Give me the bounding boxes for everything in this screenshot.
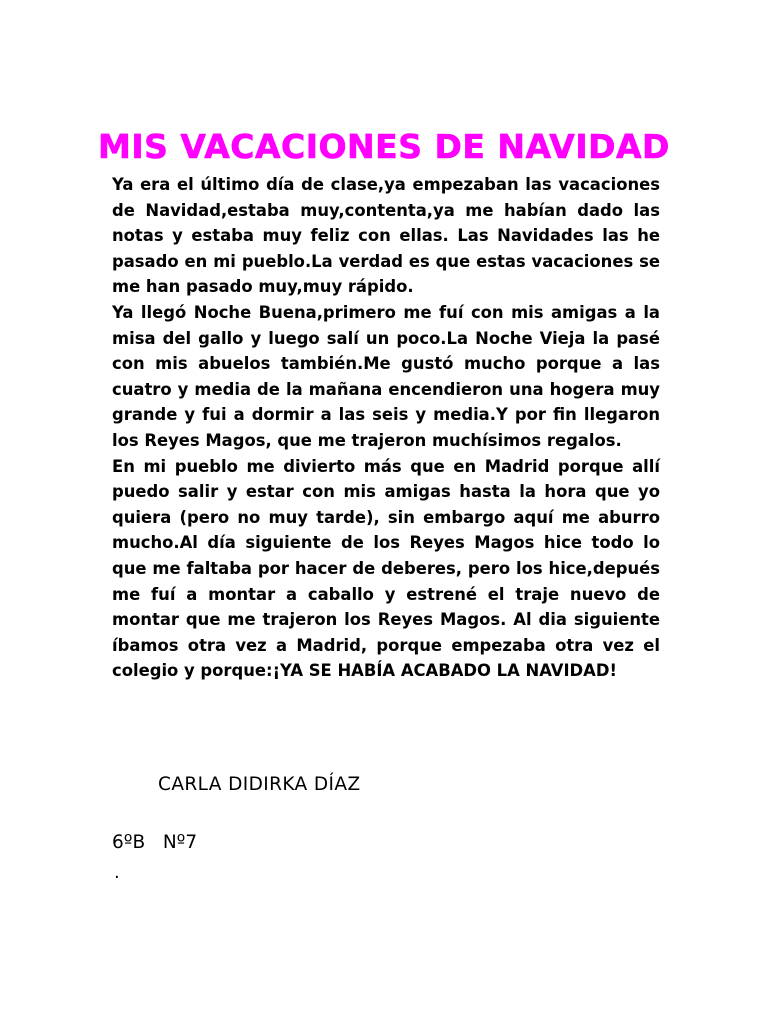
document-body bbox=[112, 172, 660, 684]
class-and-number: 6ºB Nº7 bbox=[112, 832, 198, 853]
paragraph-2: Ya llegó Noche Buena,primero me fuí con mis amigas a la misa del gallo y luego salí un poco.La Noche Vieja la pasé con mis abuelos también.Me gustó mucho porque a las cuatro y media de la mañana encendieron una hogera muy grande y fui a dormir a las seis y media.Y por fin llegaron los Reyes Magos, que me trajeron muchísimos regalos. bbox=[112, 302, 660, 450]
paragraph-3: En mi pueblo me divierto más que en Madrid porque allí puedo salir y estar con mis amigas hasta la hora que yo quiera (pero no muy tarde), sin embargo aquí me aburro mucho.Al día siguiente de los Reyes Magos hice todo lo que me faltaba por hacer de deberes, pero los hice,depués me fuí a montar a caballo y estrené el traje nuevo de montar que me trajeron los Reyes Magos. Al dia siguiente íbamos otra vez a Madrid, porque empezaba otra vez el colegio y porque:¡YA SE HABÍA ACABADO LA NAVIDAD! bbox=[112, 456, 660, 681]
paragraph-1: Ya era el último día de clase,ya empezaban las vacaciones de Navidad,estaba muy,contenta,ya me habían dado las notas y estaba muy feliz con ellas. Las Navidades las he pasado en mi pueblo.La verdad es que estas vacaciones se me han pasado muy,muy rápido. bbox=[112, 175, 660, 297]
author-signature: CARLA DIDIRKA DÍAZ bbox=[158, 774, 361, 795]
trailing-mark: . bbox=[114, 862, 120, 883]
document-title: MIS VACACIONES DE NAVIDAD bbox=[98, 127, 670, 166]
